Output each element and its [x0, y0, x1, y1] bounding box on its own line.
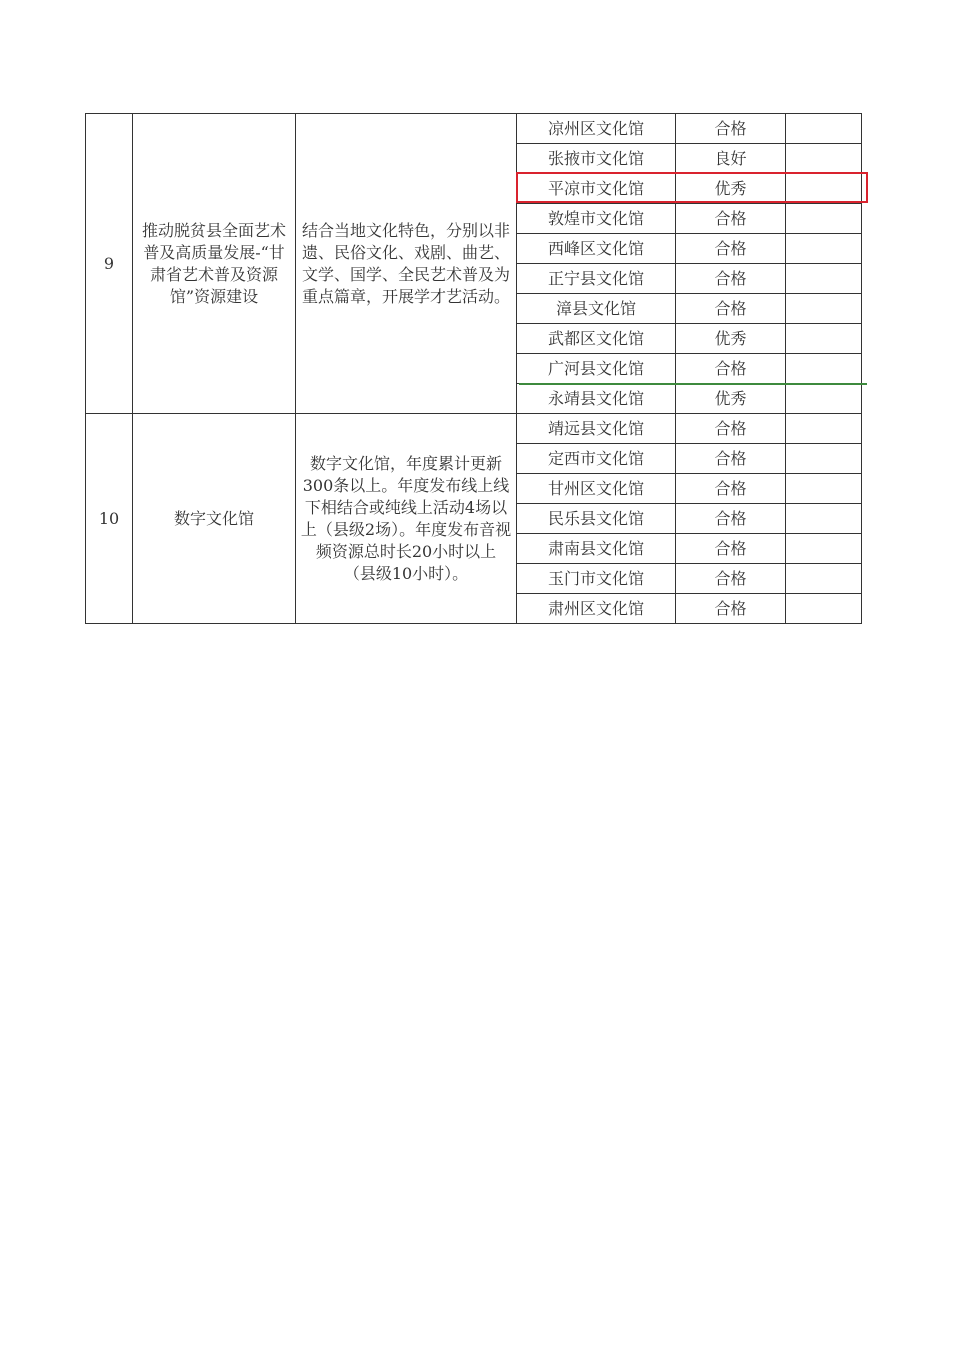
rating: 合格 — [676, 564, 786, 594]
rating: 合格 — [676, 264, 786, 294]
remark-cell — [786, 534, 862, 564]
rating: 合格 — [676, 294, 786, 324]
remark-cell — [786, 564, 862, 594]
rating: 合格 — [676, 234, 786, 264]
remark-cell — [786, 594, 862, 624]
item-number: 10 — [86, 414, 133, 624]
rating: 合格 — [676, 114, 786, 144]
unit-name: 西峰区文化馆 — [517, 234, 676, 264]
table-row — [86, 114, 862, 144]
requirement-text: 数字文化馆，年度累计更新300条以上。年度发布线上线下相结合或纯线上活动4场以上（县级2场）。年度发布音视频资源总时长20小时以上（县级10小时）。 — [296, 414, 517, 624]
project-name: 数字文化馆 — [133, 414, 296, 624]
remark-cell — [786, 204, 862, 234]
remark-cell — [786, 504, 862, 534]
requirement-text: 结合当地文化特色，分别以非遗、民俗文化、戏剧、曲艺、文学、国学、全民艺术普及为重点篇章，开展学才艺活动。 — [296, 114, 517, 414]
remark-cell — [786, 444, 862, 474]
remark-cell — [786, 414, 862, 444]
unit-name: 敦煌市文化馆 — [517, 204, 676, 234]
unit-name: 肃南县文化馆 — [517, 534, 676, 564]
remark-cell — [786, 324, 862, 354]
unit-name: 武都区文化馆 — [517, 324, 676, 354]
table-row — [86, 414, 862, 444]
unit-name: 平凉市文化馆 — [517, 174, 676, 204]
rating: 合格 — [676, 354, 786, 384]
remark-cell — [786, 234, 862, 264]
unit-name: 永靖县文化馆 — [517, 384, 676, 414]
unit-name: 定西市文化馆 — [517, 444, 676, 474]
unit-name: 正宁县文化馆 — [517, 264, 676, 294]
rating: 良好 — [676, 144, 786, 174]
rating: 合格 — [676, 414, 786, 444]
unit-name: 张掖市文化馆 — [517, 144, 676, 174]
remark-cell — [786, 264, 862, 294]
rating: 合格 — [676, 594, 786, 624]
rating: 优秀 — [676, 384, 786, 414]
unit-name: 漳县文化馆 — [517, 294, 676, 324]
item-number: 9 — [86, 114, 133, 414]
rating: 合格 — [676, 504, 786, 534]
unit-name: 民乐县文化馆 — [517, 504, 676, 534]
highlight-box — [516, 172, 868, 203]
rating: 合格 — [676, 534, 786, 564]
remark-cell — [786, 474, 862, 504]
remark-cell — [786, 144, 862, 174]
green-line — [519, 383, 867, 385]
remark-cell — [786, 384, 862, 414]
remark-cell — [786, 354, 862, 384]
unit-name: 肃州区文化馆 — [517, 594, 676, 624]
rating: 合格 — [676, 204, 786, 234]
project-name: 推动脱贫县全面艺术普及高质量发展-“甘肃省艺术普及资源馆”资源建设 — [133, 114, 296, 414]
unit-name: 玉门市文化馆 — [517, 564, 676, 594]
remark-cell — [786, 114, 862, 144]
rating: 合格 — [676, 444, 786, 474]
unit-name: 甘州区文化馆 — [517, 474, 676, 504]
unit-name: 凉州区文化馆 — [517, 114, 676, 144]
rating: 优秀 — [676, 324, 786, 354]
rating: 优秀 — [676, 174, 786, 204]
unit-name: 广河县文化馆 — [517, 354, 676, 384]
remark-cell — [786, 294, 862, 324]
rating: 合格 — [676, 474, 786, 504]
unit-name: 靖远县文化馆 — [517, 414, 676, 444]
